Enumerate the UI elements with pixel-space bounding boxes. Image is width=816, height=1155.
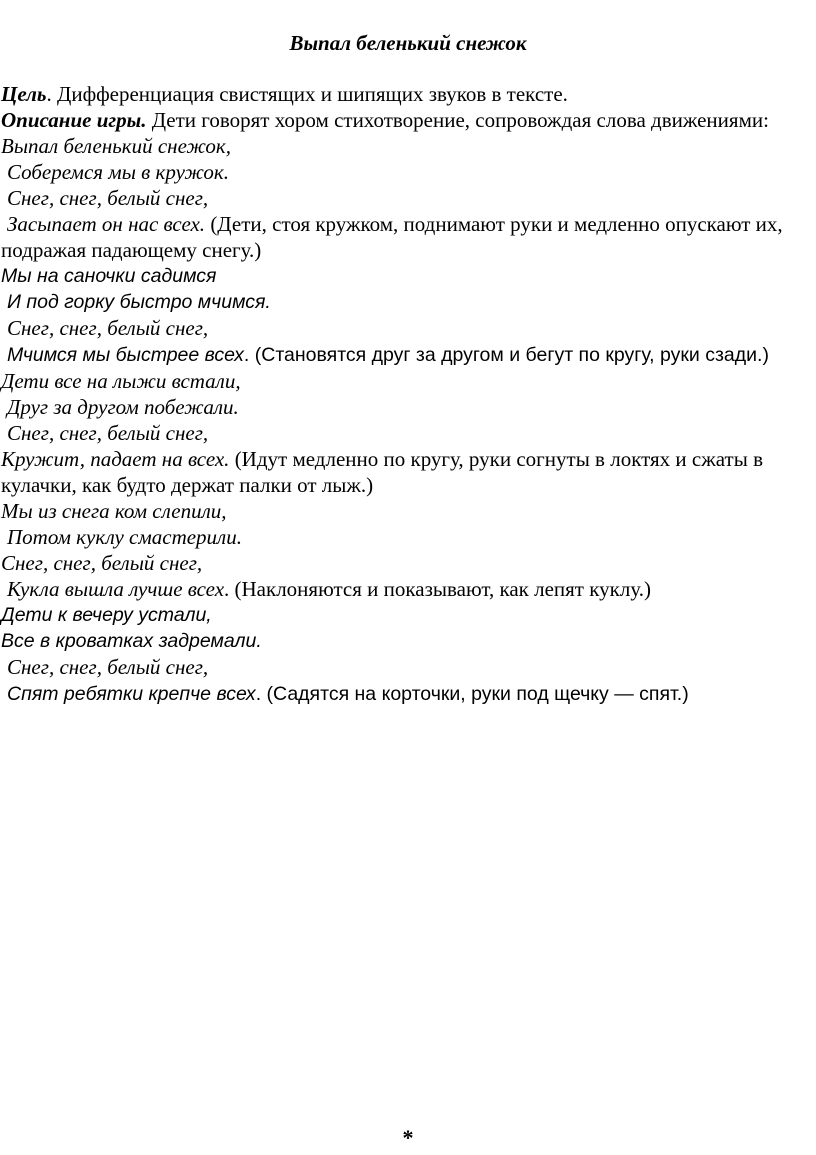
poem-line: Засыпает он нас всех. [7, 212, 206, 236]
poem-line: Снег, снег, белый снег, [7, 316, 209, 340]
poem-closing-paragraph [1, 680, 816, 707]
poem-line: Снег, снег, белый снег, [7, 655, 209, 679]
poem-line: Потом куклу смастерили. [7, 525, 242, 549]
description-paragraph [1, 107, 816, 133]
poem-line: Кукла вышла лучше всех [7, 577, 225, 601]
poem-line: И под горку быстро мчимся. [7, 291, 271, 313]
poem-closing-paragraph [1, 446, 816, 498]
action-text: . (Наклоняются и показывают, как лепят куклу.) [224, 577, 651, 601]
poem-closing-paragraph [1, 211, 816, 263]
goal-text: . Дифференциация свистящих и шипящих звуков в тексте. [46, 82, 568, 106]
poem-line: Друг за другом побежали. [7, 395, 239, 419]
poem-line: Снег, снег, белый снег, [7, 186, 209, 210]
description-text: Дети говорят хором стихотворение, сопровождая слова движениями: [146, 108, 769, 132]
poem-line: Кружит, падает на всех. [1, 447, 230, 471]
action-text: . (Садятся на корточки, руки под щечку — спят.) [255, 683, 689, 705]
poem-line: Мы из снега ком слепили, [1, 499, 227, 523]
action-text: (Дети, стоя кружком, поднимают руки и медленно опускают их, подражая падающему снегу.) [1, 212, 783, 262]
poem-line: Снег, снег, белый снег, [1, 551, 203, 575]
action-text: (Идут медленно по кругу, руки согнуты в локтях и сжаты в кулачки, как будто держат палки от лыж.) [1, 447, 763, 497]
description-label: Описание игры. [1, 108, 147, 132]
poem-line: Все в кроватках задремали. [1, 630, 262, 652]
document-title: Выпал беленький снежок [289, 31, 527, 55]
poem-line: Соберемся мы в кружок. [7, 160, 229, 184]
poem-line: Дети к вечеру устали, [1, 604, 212, 626]
poem-closing-paragraph [1, 576, 816, 602]
poem-closing-paragraph [1, 341, 816, 368]
poem-line: Спят ребятки крепче всех [7, 683, 256, 705]
footer-asterisk: * [402, 1125, 414, 1150]
document-body [1, 81, 816, 707]
goal-paragraph [1, 81, 816, 107]
poem-line: Мчимся мы быстрее всех [7, 344, 244, 366]
poem-line: Выпал беленький снежок, [1, 134, 231, 158]
poem-line: Дети все на лыжи встали, [1, 369, 241, 393]
action-text: . (Становятся друг за другом и бегут по кругу, руки сзади.) [243, 344, 769, 366]
poem-line: Снег, снег, белый снег, [7, 421, 209, 445]
goal-label: Цель [1, 82, 47, 106]
poem-line: Мы на саночки садимся [1, 265, 217, 287]
